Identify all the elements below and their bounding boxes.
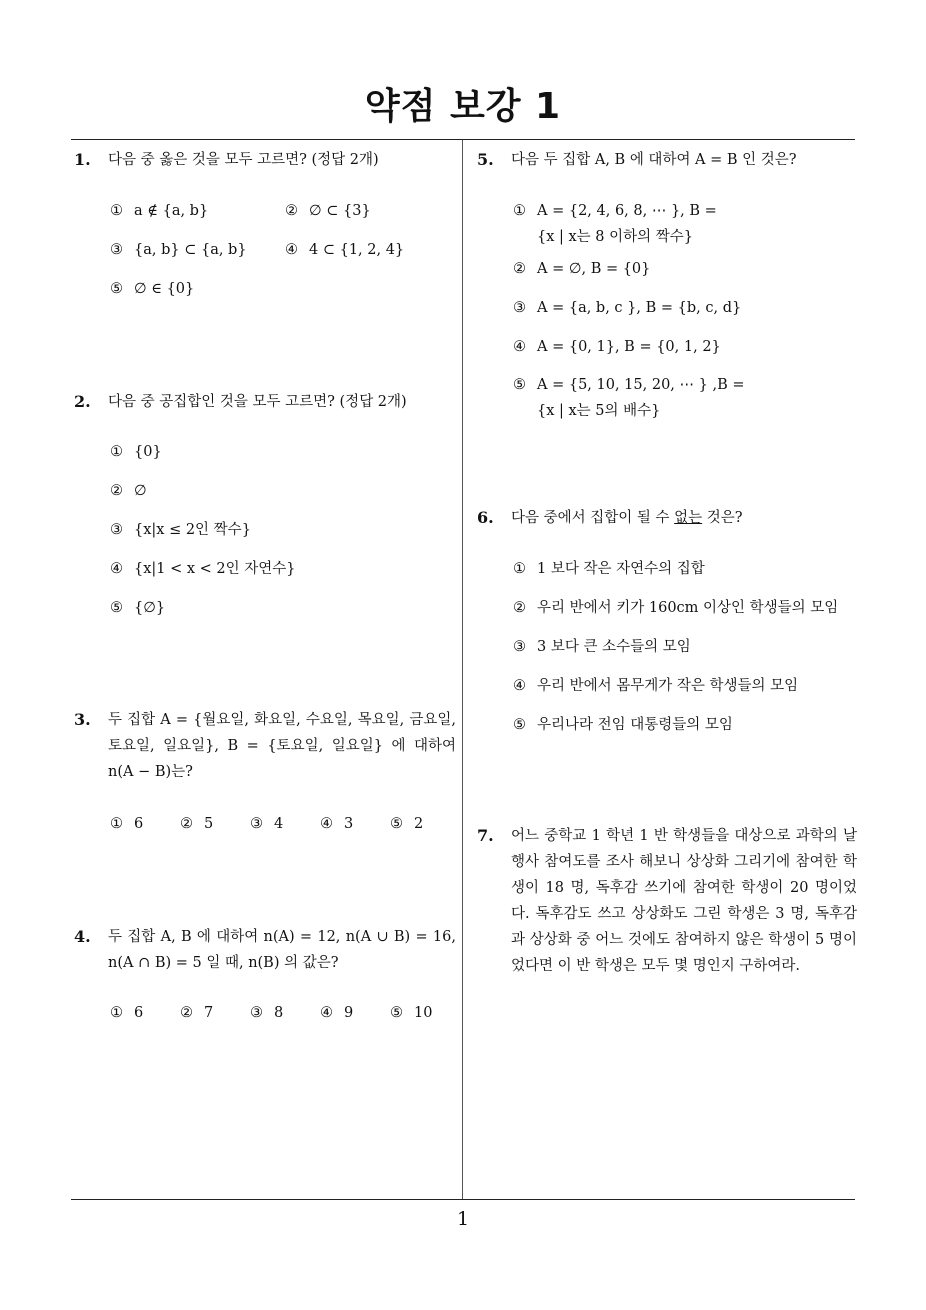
page-number: 1 <box>456 1208 470 1230</box>
question-4 <box>74 924 456 976</box>
question-number: 7. <box>477 826 494 845</box>
choice-5-3[interactable]: ③ A = {a, b, c }, B = {b, c, d} <box>513 300 742 316</box>
question-number: 3. <box>74 710 91 729</box>
question-number: 1. <box>74 150 91 169</box>
question-text: 다음 중 옳은 것을 모두 고르면? (정답 2개) <box>108 152 379 168</box>
question-number: 2. <box>74 392 91 411</box>
choice-4-3[interactable]: ③ 8 <box>250 1005 284 1021</box>
choice-6-4[interactable]: ④ 우리 반에서 몸무게가 작은 학생들의 모임 <box>513 678 799 694</box>
choice-6-2[interactable]: ② 우리 반에서 키가 160cm 이상인 학생들의 모임 <box>513 600 839 616</box>
choice-2-3[interactable]: ③ {x|x ≤ 2인 짝수} <box>110 522 251 538</box>
choice-2-2[interactable]: ② ∅ <box>110 483 147 499</box>
choice-4-1[interactable]: ① 6 <box>110 1005 144 1021</box>
choice-5-5[interactable]: ⑤ A = {5, 10, 15, 20, ⋯ } ,B = {x | x는 5의 배수} <box>513 377 745 419</box>
question-6 <box>477 505 857 531</box>
choice-3-5[interactable]: ⑤ 2 <box>390 816 424 832</box>
choice-4-5[interactable]: ⑤ 10 <box>390 1005 433 1021</box>
question-text: 다음 중 공집합인 것을 모두 고르면? (정답 2개) <box>108 394 407 410</box>
question-2 <box>74 389 456 415</box>
header-rule <box>71 139 855 140</box>
footer-rule <box>71 1199 855 1200</box>
choice-2-1[interactable]: ① {0} <box>110 444 162 460</box>
question-text: 다음 중에서 집합이 될 수 없는 것은? <box>511 510 743 526</box>
question-number: 4. <box>74 927 91 946</box>
choice-3-4[interactable]: ④ 3 <box>320 816 354 832</box>
choice-5-2[interactable]: ② A = ∅, B = {0} <box>513 261 651 277</box>
choice-6-3[interactable]: ③ 3 보다 큰 소수들의 모임 <box>513 639 691 655</box>
choice-6-1[interactable]: ① 1 보다 작은 자연수의 집합 <box>513 561 705 577</box>
question-3 <box>74 707 456 785</box>
question-number: 6. <box>477 508 494 527</box>
question-text: 다음 두 집합 A, B 에 대하여 A = B 인 것은? <box>511 152 797 168</box>
choice-5-4[interactable]: ④ A = {0, 1}, B = {0, 1, 2} <box>513 339 721 355</box>
column-divider <box>462 140 463 1200</box>
choice-1-3[interactable]: ③ {a, b} ⊂ {a, b} <box>110 242 247 258</box>
emphasis-underline: 없는 <box>674 510 703 526</box>
choice-2-4[interactable]: ④ {x|1 < x < 2인 자연수} <box>110 561 296 577</box>
page-title: 약점 보강 1 <box>364 86 562 127</box>
choice-3-1[interactable]: ① 6 <box>110 816 144 832</box>
question-7 <box>477 823 857 979</box>
choice-6-5[interactable]: ⑤ 우리나라 전임 대통령들의 모임 <box>513 717 733 733</box>
choice-2-5[interactable]: ⑤ {∅} <box>110 600 166 616</box>
choice-5-1[interactable]: ① A = {2, 4, 6, 8, ⋯ }, B = {x | x는 8 이하의 짝수} <box>513 203 717 245</box>
question-1 <box>74 147 456 173</box>
choice-1-2[interactable]: ② ∅ ⊂ {3} <box>285 203 371 219</box>
question-text: 두 집합 A = {월요일, 화요일, 수요일, 목요일, 금요일, 토요일, 일요일}, B = {토요일, 일요일} 에 대하여 n(A − B)는? <box>108 712 456 780</box>
choice-1-1[interactable]: ① a ∉ {a, b} <box>110 203 209 219</box>
question-5 <box>477 147 857 173</box>
choice-3-2[interactable]: ② 5 <box>180 816 214 832</box>
question-number: 5. <box>477 150 494 169</box>
question-text: 어느 중학교 1 학년 1 반 학생들을 대상으로 과학의 날 행사 참여도를 조사 해보니 상상화 그리기에 참여한 학생이 18 명, 독후감 쓰기에 참여한 학생이 20 명이었다. 독후감도 쓰고 상상화도 그린 학생은 3 명, 독후감과 상상화 중 어느 것에도 참여하지 않은 학생이 5 명이었다면 이 반 학생은 모두 몇 명인지 구하여라. <box>511 828 857 974</box>
choice-1-5[interactable]: ⑤ ∅ ∈ {0} <box>110 281 195 297</box>
question-text: 두 집합 A, B 에 대하여 n(A) = 12, n(A ∪ B) = 16, n(A ∩ B) = 5 일 때, n(B) 의 값은? <box>108 929 456 971</box>
choice-4-2[interactable]: ② 7 <box>180 1005 214 1021</box>
choice-1-4[interactable]: ④ 4 ⊂ {1, 2, 4} <box>285 242 405 258</box>
choice-4-4[interactable]: ④ 9 <box>320 1005 354 1021</box>
choice-3-3[interactable]: ③ 4 <box>250 816 284 832</box>
